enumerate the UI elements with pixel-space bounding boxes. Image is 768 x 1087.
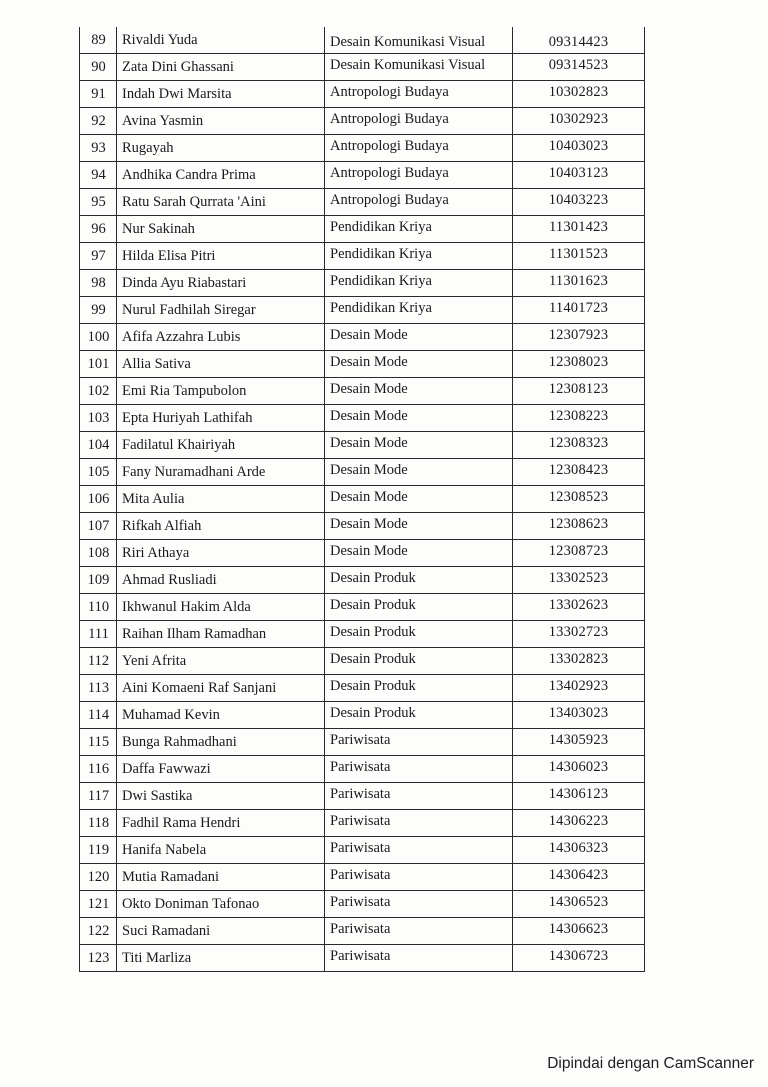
table-row — [80, 567, 645, 594]
study-program: Desain Mode — [325, 378, 513, 405]
camscanner-watermark: Dipindai dengan CamScanner — [547, 1055, 754, 1072]
student-id: 10302823 — [513, 81, 645, 108]
row-number: 112 — [80, 648, 117, 675]
student-name: Fadhil Rama Hendri — [117, 810, 325, 837]
table-row — [80, 459, 645, 486]
row-number: 95 — [80, 189, 117, 216]
student-id: 12308023 — [513, 351, 645, 378]
student-id: 10403223 — [513, 189, 645, 216]
row-number: 109 — [80, 567, 117, 594]
student-id: 13302623 — [513, 594, 645, 621]
table-row — [80, 270, 645, 297]
student-name: Ikhwanul Hakim Alda — [117, 594, 325, 621]
student-id: 13302523 — [513, 567, 645, 594]
student-name: Nurul Fadhilah Siregar — [117, 297, 325, 324]
student-name: Titi Marliza — [117, 945, 325, 972]
row-number: 120 — [80, 864, 117, 891]
student-name: Aini Komaeni Raf Sanjani — [117, 675, 325, 702]
study-program: Desain Mode — [325, 513, 513, 540]
table-row — [80, 837, 645, 864]
row-number: 100 — [80, 324, 117, 351]
student-id: 10403123 — [513, 162, 645, 189]
table-row — [80, 756, 645, 783]
student-name: Mutia Ramadani — [117, 864, 325, 891]
student-id: 12308123 — [513, 378, 645, 405]
row-number: 89 — [80, 27, 117, 54]
student-name: Fany Nuramadhani Arde — [117, 459, 325, 486]
study-program: Desain Mode — [325, 540, 513, 567]
student-id: 11401723 — [513, 297, 645, 324]
table-row — [80, 621, 645, 648]
table-row — [80, 891, 645, 918]
student-id: 10403023 — [513, 135, 645, 162]
table-row — [80, 243, 645, 270]
study-program: Desain Mode — [325, 351, 513, 378]
study-program: Desain Mode — [325, 405, 513, 432]
study-program: Desain Mode — [325, 459, 513, 486]
table-row — [80, 108, 645, 135]
table-row — [80, 513, 645, 540]
row-number: 115 — [80, 729, 117, 756]
student-name: Riri Athaya — [117, 540, 325, 567]
student-table-body — [80, 27, 645, 972]
row-number: 99 — [80, 297, 117, 324]
table-row — [80, 540, 645, 567]
student-name: Ahmad Rusliadi — [117, 567, 325, 594]
student-name: Dwi Sastika — [117, 783, 325, 810]
student-name: Mita Aulia — [117, 486, 325, 513]
student-id: 09314423 — [513, 27, 645, 54]
student-name: Emi Ria Tampubolon — [117, 378, 325, 405]
table-row — [80, 783, 645, 810]
student-name: Okto Doniman Tafonao — [117, 891, 325, 918]
study-program: Pariwisata — [325, 729, 513, 756]
row-number: 113 — [80, 675, 117, 702]
study-program: Antropologi Budaya — [325, 135, 513, 162]
student-id: 14306023 — [513, 756, 645, 783]
student-id: 12308423 — [513, 459, 645, 486]
table-row — [80, 675, 645, 702]
student-name: Afifa Azzahra Lubis — [117, 324, 325, 351]
row-number: 102 — [80, 378, 117, 405]
row-number: 122 — [80, 918, 117, 945]
student-name: Hilda Elisa Pitri — [117, 243, 325, 270]
row-number: 97 — [80, 243, 117, 270]
study-program: Antropologi Budaya — [325, 81, 513, 108]
student-name: Ratu Sarah Qurrata 'Aini — [117, 189, 325, 216]
student-name: Avina Yasmin — [117, 108, 325, 135]
study-program: Desain Produk — [325, 648, 513, 675]
study-program: Desain Mode — [325, 486, 513, 513]
table-row — [80, 486, 645, 513]
student-id: 12308523 — [513, 486, 645, 513]
row-number: 105 — [80, 459, 117, 486]
study-program: Desain Komunikasi Visual — [325, 27, 513, 54]
table-row — [80, 648, 645, 675]
student-id: 14306523 — [513, 891, 645, 918]
study-program: Antropologi Budaya — [325, 108, 513, 135]
table-row — [80, 918, 645, 945]
student-id: 12308223 — [513, 405, 645, 432]
row-number: 92 — [80, 108, 117, 135]
student-id: 13302823 — [513, 648, 645, 675]
student-id: 09314523 — [513, 54, 645, 81]
student-name: Daffa Fawwazi — [117, 756, 325, 783]
row-number: 101 — [80, 351, 117, 378]
student-id: 13302723 — [513, 621, 645, 648]
study-program: Pariwisata — [325, 810, 513, 837]
student-id: 14306423 — [513, 864, 645, 891]
row-number: 108 — [80, 540, 117, 567]
row-number: 118 — [80, 810, 117, 837]
table-row — [80, 27, 645, 54]
study-program: Desain Mode — [325, 432, 513, 459]
row-number: 111 — [80, 621, 117, 648]
table-row — [80, 324, 645, 351]
row-number: 98 — [80, 270, 117, 297]
student-id: 13403023 — [513, 702, 645, 729]
student-name: Raihan Ilham Ramadhan — [117, 621, 325, 648]
study-program: Pariwisata — [325, 837, 513, 864]
student-name: Dinda Ayu Riabastari — [117, 270, 325, 297]
student-id: 13402923 — [513, 675, 645, 702]
student-id: 14306223 — [513, 810, 645, 837]
row-number: 94 — [80, 162, 117, 189]
student-table — [79, 27, 645, 972]
study-program: Antropologi Budaya — [325, 162, 513, 189]
student-name: Muhamad Kevin — [117, 702, 325, 729]
table-row — [80, 405, 645, 432]
study-program: Desain Produk — [325, 567, 513, 594]
table-row — [80, 945, 645, 972]
student-name: Rugayah — [117, 135, 325, 162]
study-program: Pendidikan Kriya — [325, 270, 513, 297]
student-id: 10302923 — [513, 108, 645, 135]
study-program: Pariwisata — [325, 891, 513, 918]
student-name: Andhika Candra Prima — [117, 162, 325, 189]
row-number: 117 — [80, 783, 117, 810]
student-name: Rifkah Alfiah — [117, 513, 325, 540]
table-row — [80, 54, 645, 81]
student-id: 11301623 — [513, 270, 645, 297]
student-id: 14306323 — [513, 837, 645, 864]
study-program: Pendidikan Kriya — [325, 297, 513, 324]
study-program: Pariwisata — [325, 918, 513, 945]
student-id: 11301523 — [513, 243, 645, 270]
study-program: Antropologi Budaya — [325, 189, 513, 216]
student-name: Indah Dwi Marsita — [117, 81, 325, 108]
table-row — [80, 378, 645, 405]
table-row — [80, 135, 645, 162]
table-row — [80, 729, 645, 756]
student-name: Bunga Rahmadhani — [117, 729, 325, 756]
row-number: 123 — [80, 945, 117, 972]
student-name: Hanifa Nabela — [117, 837, 325, 864]
study-program: Desain Produk — [325, 621, 513, 648]
student-id: 12308623 — [513, 513, 645, 540]
study-program: Pariwisata — [325, 783, 513, 810]
study-program: Pariwisata — [325, 756, 513, 783]
row-number: 96 — [80, 216, 117, 243]
student-name: Yeni Afrita — [117, 648, 325, 675]
student-name: Rivaldi Yuda — [117, 27, 325, 54]
study-program: Pendidikan Kriya — [325, 216, 513, 243]
table-row — [80, 216, 645, 243]
study-program: Desain Mode — [325, 324, 513, 351]
row-number: 107 — [80, 513, 117, 540]
row-number: 121 — [80, 891, 117, 918]
student-id: 11301423 — [513, 216, 645, 243]
row-number: 114 — [80, 702, 117, 729]
table-row — [80, 432, 645, 459]
student-id: 12308723 — [513, 540, 645, 567]
table-row — [80, 297, 645, 324]
row-number: 119 — [80, 837, 117, 864]
row-number: 116 — [80, 756, 117, 783]
table-row — [80, 81, 645, 108]
student-id: 12307923 — [513, 324, 645, 351]
student-id: 14305923 — [513, 729, 645, 756]
study-program: Desain Produk — [325, 675, 513, 702]
study-program: Pariwisata — [325, 864, 513, 891]
row-number: 106 — [80, 486, 117, 513]
study-program: Desain Produk — [325, 702, 513, 729]
row-number: 103 — [80, 405, 117, 432]
table-row — [80, 594, 645, 621]
study-program: Desain Produk — [325, 594, 513, 621]
student-name: Epta Huriyah Lathifah — [117, 405, 325, 432]
row-number: 90 — [80, 54, 117, 81]
student-id: 14306723 — [513, 945, 645, 972]
student-id: 14306623 — [513, 918, 645, 945]
table-row — [80, 864, 645, 891]
row-number: 104 — [80, 432, 117, 459]
row-number: 110 — [80, 594, 117, 621]
table-row — [80, 351, 645, 378]
student-name: Fadilatul Khairiyah — [117, 432, 325, 459]
study-program: Desain Komunikasi Visual — [325, 54, 513, 81]
table-row — [80, 810, 645, 837]
student-id: 14306123 — [513, 783, 645, 810]
table-row — [80, 189, 645, 216]
student-name: Allia Sativa — [117, 351, 325, 378]
row-number: 93 — [80, 135, 117, 162]
study-program: Pendidikan Kriya — [325, 243, 513, 270]
student-id: 12308323 — [513, 432, 645, 459]
student-name: Nur Sakinah — [117, 216, 325, 243]
table-row — [80, 702, 645, 729]
table-row — [80, 162, 645, 189]
student-name: Zata Dini Ghassani — [117, 54, 325, 81]
row-number: 91 — [80, 81, 117, 108]
student-name: Suci Ramadani — [117, 918, 325, 945]
study-program: Pariwisata — [325, 945, 513, 972]
